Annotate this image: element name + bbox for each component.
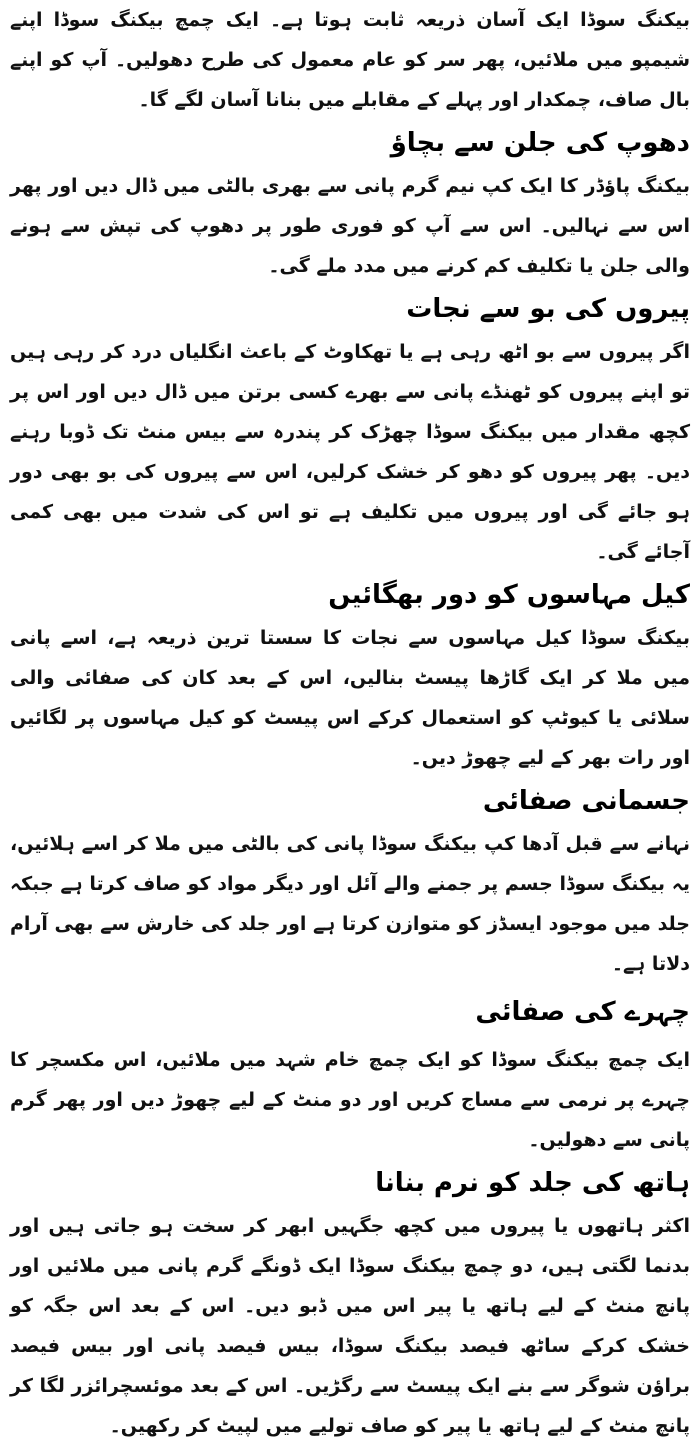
- section-body-cleansing: [10, 778, 690, 984]
- section-heading-sunburn: دھوپ کی جلن سے بچاؤ: [390, 128, 690, 158]
- section-heading-face-cleansing: چہرے کی صفائی: [475, 997, 690, 1027]
- section-text-sunburn: بیکنگ پاؤڈر کا ایک کپ نیم گرم پانی سے بھری بالٹی میں ڈال دیں اور پھر اس سے نہالیں۔ اس سے آپ کو فوری طور پر دھوپ کی تپش سے ہونے والی جلن یا تکلیف کم کرنے میں مدد ملے گی۔: [10, 175, 690, 277]
- section-text-face-cleansing: ایک چمچ بیکنگ سوڈا کو ایک چمچ خام شہد میں ملائیں، اس مکسچر کا چہرے پر نرمی سے مساج کریں اور دو منٹ کے لیے چھوڑ دیں اور پھر گرم پانی سے دھولیں۔: [10, 1049, 690, 1151]
- section-acne: [10, 572, 690, 778]
- section-text-foot-odor: اگر پیروں سے بو اٹھ رہی ہے یا تھکاوٹ کے باعث انگلیاں درد کر رہی ہیں تو اپنے پیروں کو ٹھنڈے پانی سے بھرے کسی برتن میں ڈال دیں اور اس پر کچھ مقدار میں بیکنگ سوڈا چھڑک کر پندرہ سے بیس منٹ تک ڈوبا رہنے دیں۔ پھر پیروں کو دھو کر خشک کرلیں، اس سے پیروں کی بو بھی دور ہو جائے گی اور پیروں میں تکلیف ہے تو اس کی شدت میں بھی کمی آجائے گی۔: [10, 341, 690, 563]
- section-heading-body-cleansing: جسمانی صفائی: [482, 786, 690, 816]
- section-text-hand-skin: اکثر ہاتھوں یا پیروں میں کچھ جگہیں ابھر کر سخت ہو جاتی ہیں اور بدنما لگتی ہیں، دو چمچ بیکنگ سوڈا ایک ڈونگے گرم پانی میں ملائیں اور پانچ منٹ کے لیے ہاتھ یا پیر اس میں ڈبو دیں۔ اس کے بعد اس جگہ کو خشک کرکے ساٹھ فیصد بیکنگ سوڈا، بیس فیصد پانی اور بیس فیصد براؤن شوگر سے بنے ایک پیسٹ سے رگڑیں۔ اس کے بعد موئسچرائزر لگا کر پانچ منٹ کے لیے ہاتھ یا پیر کو صاف تولیے میں لپیٹ کر رکھیں۔: [10, 1215, 690, 1437]
- section-heading-foot-odor: پیروں کی بو سے نجات: [406, 294, 690, 324]
- section-text-acne: بیکنگ سوڈا کیل مہاسوں سے نجات کا سستا ترین ذریعہ ہے، اسے پانی میں ملا کر ایک گاڑھا پیسٹ بنالیں، اس کے بعد کان کی صفائی والی سلائی یا کیوٹپ کو استعمال کرکے اس پیسٹ کو کیل مہاسوں پر لگائیں اور رات بھر کے لیے چھوڑ دیں۔: [10, 627, 690, 769]
- section-face-cleansing: [10, 984, 690, 1160]
- intro-paragraph: بیکنگ سوڈا ایک آسان ذریعہ ثابت ہوتا ہے۔ ایک چمچ بیکنگ سوڈا اپنے شیمپو میں ملائیں، پھر سر کو عام معمول کی طرح دھولیں۔ آپ کو اپنے بال صاف، چمکدار اور پہلے کے مقابلے میں بنانا آسان لگے گا۔: [10, 9, 690, 111]
- section-heading-acne: کیل مہاسوں کو دور بھگائیں: [328, 580, 690, 610]
- section-foot-odor: [10, 286, 690, 572]
- section-sunburn: [10, 120, 690, 286]
- section-hand-skin: [10, 1160, 690, 1446]
- section-text-body-cleansing: نہانے سے قبل آدھا کپ بیکنگ سوڈا پانی کی بالٹی میں ملا کر اسے ہلائیں، یہ بیکنگ سوڈا جسم پر جمنے والے آئل اور دیگر مواد کو صاف کرتا ہے جبکہ جلد میں موجود ایسڈز کو متوازن کرتا ہے اور جلد کی خارش سے بھی آرام دلاتا ہے۔: [10, 833, 690, 975]
- section-heading-hand-skin: ہاتھ کی جلد کو نرم بنانا: [375, 1168, 690, 1198]
